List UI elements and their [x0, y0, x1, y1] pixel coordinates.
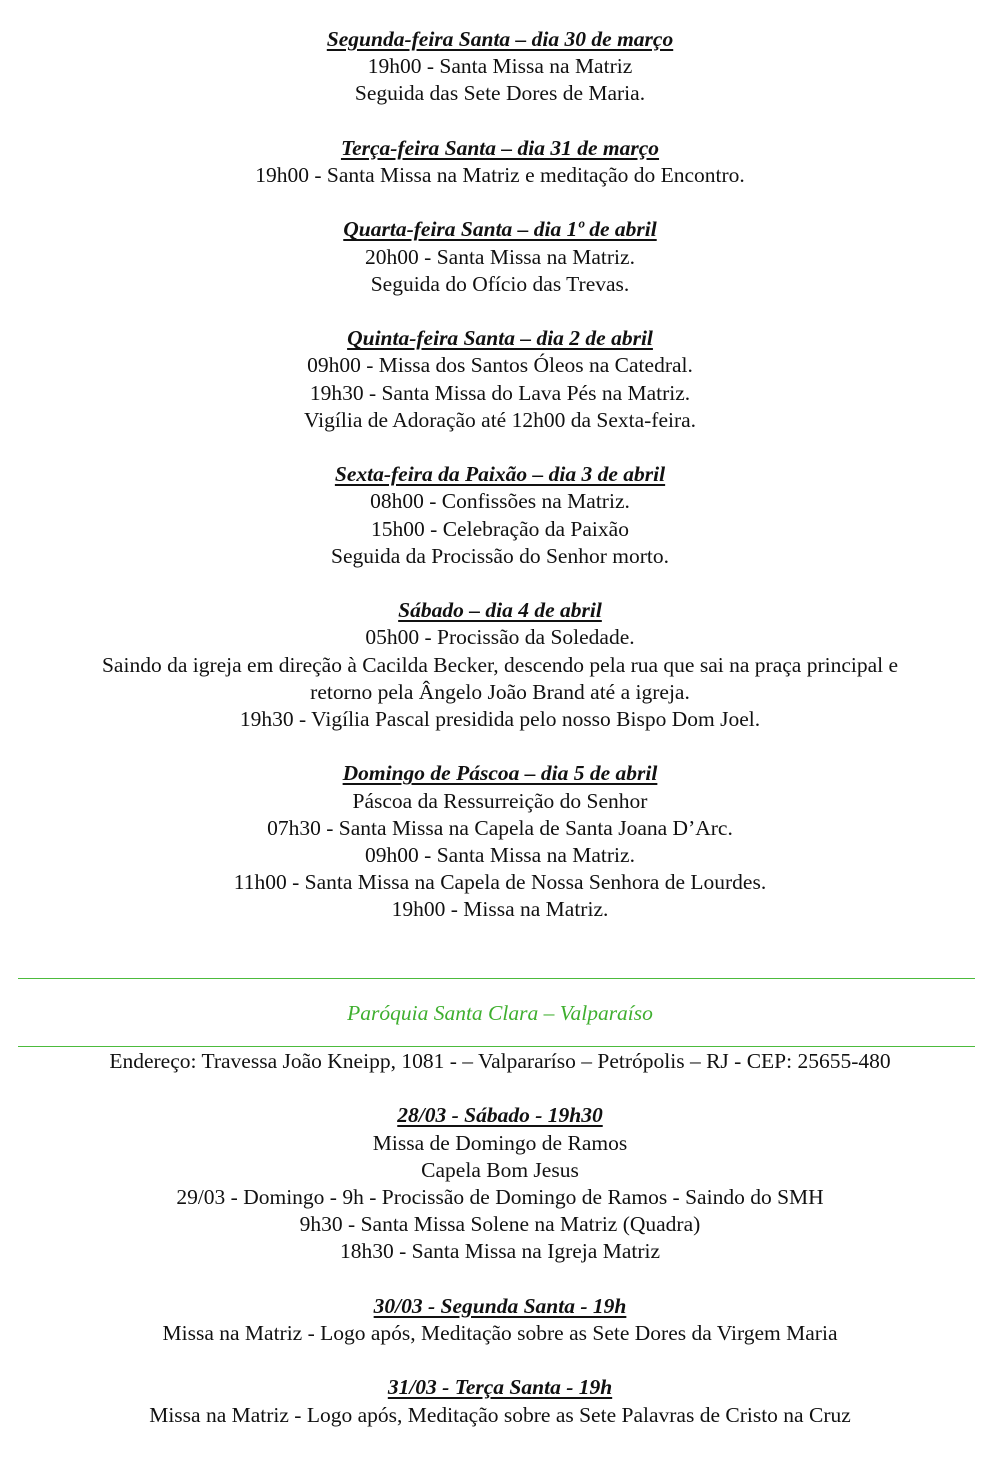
- divider-line: [18, 1046, 975, 1047]
- schedule-line: 05h00 - Procissão da Soledade.: [365, 625, 635, 650]
- schedule-line: 11h00 - Santa Missa na Capela de Nossa Senhora de Lourdes.: [233, 870, 767, 895]
- schedule-line: 19h30 - Santa Missa do Lava Pés na Matriz.: [309, 380, 691, 405]
- parish-event-palm-sunday: [0, 1102, 1000, 1265]
- day-heading: Quinta-feira Santa – dia 2 de abril: [347, 326, 653, 351]
- schedule-day-sunday: [0, 760, 1000, 923]
- schedule-line: Seguida das Sete Dores de Maria.: [354, 81, 646, 106]
- schedule-line: Páscoa da Ressurreição do Senhor: [352, 788, 648, 813]
- schedule-day-thursday: [0, 325, 1000, 434]
- schedule-line: 29/03 - Domingo - 9h - Procissão de Domingo de Ramos - Saindo do SMH: [176, 1185, 824, 1209]
- day-heading: Terça-feira Santa – dia 31 de março: [340, 135, 660, 160]
- schedule-line: 19h00 - Missa na Matriz.: [391, 897, 609, 922]
- schedule-line: 19h30 - Vigília Pascal presidida pelo nosso Bispo Dom Joel.: [239, 707, 761, 731]
- event-heading: 30/03 - Segunda Santa - 19h: [373, 1293, 627, 1318]
- day-heading: Segunda-feira Santa – dia 30 de março: [326, 27, 674, 51]
- schedule-day-friday: [0, 461, 1000, 570]
- day-heading: Sábado – dia 4 de abril: [398, 598, 602, 623]
- schedule-line: Missa na Matriz - Logo após, Meditação sobre as Sete Dores da Virgem Maria: [162, 1321, 838, 1345]
- schedule-line: Vigília de Adoração até 12h00 da Sexta-feira.: [303, 407, 697, 432]
- schedule-line: retorno pela Ângelo João Brand até a igreja.: [310, 679, 690, 704]
- schedule-line: Seguida da Procissão do Senhor morto.: [331, 543, 669, 568]
- parish-address: Endereço: Travessa João Kneipp, 1081 - – Valpararíso – Petrópolis – RJ - CEP: 25655-480: [109, 1049, 891, 1073]
- day-heading: Domingo de Páscoa – dia 5 de abril: [342, 761, 658, 786]
- schedule-line: Missa de Domingo de Ramos: [372, 1130, 628, 1155]
- parish-name: Paróquia Santa Clara – Valparaíso: [347, 1001, 653, 1025]
- holy-week-schedule: [0, 26, 1000, 951]
- schedule-day-monday: [0, 26, 1000, 108]
- event-heading: 28/03 - Sábado - 19h30: [397, 1103, 603, 1128]
- day-heading: Quarta-feira Santa – dia 1º de abril: [343, 217, 657, 242]
- schedule-line: 08h00 - Confissões na Matriz.: [370, 489, 630, 514]
- schedule-line: 09h00 - Santa Missa na Matriz.: [365, 843, 635, 867]
- schedule-line: Capela Bom Jesus: [421, 1157, 579, 1182]
- parish-schedule: [0, 1048, 1000, 1456]
- schedule-line: 15h00 - Celebração da Paixão: [371, 516, 629, 541]
- schedule-day-saturday: [0, 597, 1000, 733]
- schedule-line: Missa na Matriz - Logo após, Meditação sobre as Sete Palavras de Cristo na Cruz: [149, 1402, 851, 1427]
- schedule-line: 9h30 - Santa Missa Solene na Matriz (Quadra): [299, 1212, 701, 1237]
- divider-line: [18, 978, 975, 979]
- schedule-line: 09h00 - Missa dos Santos Óleos na Catedral.: [307, 353, 693, 378]
- day-heading: Sexta-feira da Paixão – dia 3 de abril: [334, 462, 666, 487]
- schedule-line: 20h00 - Santa Missa na Matriz.: [365, 244, 635, 269]
- parish-address-block: [0, 1048, 1000, 1075]
- schedule-line: 18h30 - Santa Missa na Igreja Matriz: [339, 1239, 661, 1264]
- schedule-day-tuesday: [0, 135, 1000, 189]
- event-heading: 31/03 - Terça Santa - 19h: [387, 1375, 613, 1400]
- schedule-line: 19h00 - Santa Missa na Matriz e meditação do Encontro.: [255, 163, 745, 187]
- parish-event-holy-tuesday: [0, 1374, 1000, 1428]
- parish-event-holy-monday: [0, 1293, 1000, 1347]
- schedule-line: 07h30 - Santa Missa na Capela de Santa Joana D’Arc.: [267, 815, 733, 840]
- schedule-day-wednesday: [0, 216, 1000, 298]
- schedule-line: 19h00 - Santa Missa na Matriz: [367, 54, 633, 79]
- schedule-line: Seguida do Ofício das Trevas.: [370, 271, 630, 296]
- schedule-line: Saindo da igreja em direção à Cacilda Becker, descendo pela rua que sai na praça principal e: [101, 652, 899, 677]
